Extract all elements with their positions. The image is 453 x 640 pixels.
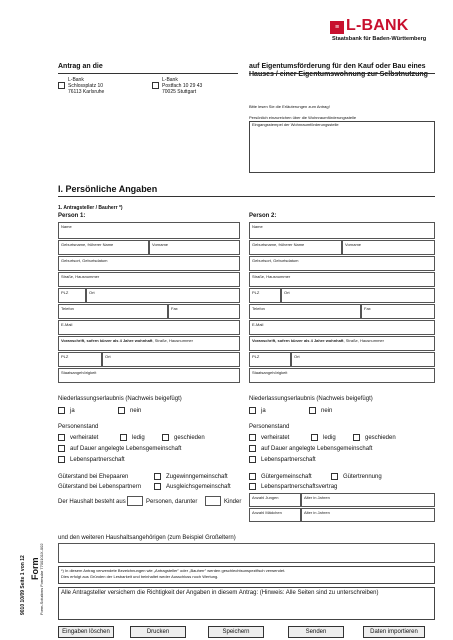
form-code: 9010 10/09 Seite 1 von 12 — [20, 555, 26, 615]
address-karlsruhe: L-Bank Schlossplatz 10 76113 Karlsruhe — [68, 77, 105, 95]
guetertrennung-checkbox[interactable] — [331, 473, 338, 480]
lebenspartnerschaftsvertrag-checkbox[interactable] — [249, 483, 256, 490]
daten-importieren-button[interactable]: Daten importieren — [363, 626, 425, 638]
p2-voranschrift-field[interactable]: Voranschrift, sofern kürzer als 4 Jahre wohnhaft, Straße, Hausnummer — [249, 336, 435, 351]
p1-personenstand-row1: verheiratet ledig geschieden — [58, 434, 205, 441]
speichern-button[interactable]: Speichern — [208, 626, 264, 638]
p1-voranschrift-field[interactable]: Voranschrift, sofern kürzer als 4 Jahre wohnhaft, Straße, Hausnummer — [58, 336, 240, 351]
p1-ort-field[interactable]: Ort — [86, 288, 240, 303]
p2-nieder-ja-checkbox[interactable] — [249, 407, 256, 414]
zugewinn-checkbox[interactable] — [154, 473, 161, 480]
p1-staat-field[interactable]: Staatsangehörigkeit — [58, 368, 240, 383]
p2-staat-field[interactable]: Staatsangehörigkeit — [249, 368, 435, 383]
p2-lebensgemeinschaft-checkbox[interactable] — [249, 445, 256, 452]
p2-telefon-field[interactable]: Telefon — [249, 304, 361, 319]
section-title: I. Persönliche Angaben — [58, 184, 158, 194]
p1-lebenspartnerschaft-row: Lebenspartnerschaft — [58, 456, 125, 463]
p1-geschieden-checkbox[interactable] — [162, 434, 169, 441]
p1-strasse-field[interactable]: Straße, Hausnummer — [58, 272, 240, 287]
p1-plz-field[interactable]: PLZ — [58, 288, 86, 303]
p1-vorans-ort-field[interactable]: Ort — [102, 352, 240, 367]
p1-telefon-field[interactable]: Telefon — [58, 304, 168, 319]
address-stuttgart: L-Bank Postfach 10 29 43 70025 Stuttgart — [162, 77, 203, 95]
p2-plz-field[interactable]: PLZ — [249, 288, 281, 303]
maedchen-alter-field[interactable]: Alter in Jahren — [301, 508, 435, 522]
subject-title: auf Eigentumsförderung für den Kauf oder Bau eines Hauses / einer Eigentumswohnung zur Selbstnutzung — [249, 63, 428, 79]
subject-note: Bitte lesen Sie die Erläuterungen zum Antrag! — [249, 104, 330, 109]
p2-ledig-checkbox[interactable] — [311, 434, 318, 441]
p2-name-field[interactable]: Name — [249, 222, 435, 239]
p1-name-field[interactable]: Name — [58, 222, 240, 239]
jungen-alter-field[interactable]: Alter in Jahren — [301, 493, 435, 507]
form-solutions-logo: Form — [30, 557, 40, 580]
stamp-label: Persönlich einzureichen über die Wohnraumförderungsstelle — [249, 115, 357, 120]
p2-fax-field[interactable]: Fax — [361, 304, 435, 319]
gueter-lpv-row: Lebenspartnerschaftsvertrag — [249, 483, 337, 490]
p2-personenstand-row1: verheiratet ledig geschieden — [249, 434, 396, 441]
p2-ort-field[interactable]: Ort — [281, 288, 435, 303]
p1-vorans-plz-field[interactable]: PLZ — [58, 352, 102, 367]
p2-geschieden-checkbox[interactable] — [353, 434, 360, 441]
p2-email-field[interactable]: E-Mail — [249, 320, 435, 335]
p2-strasse-field[interactable]: Straße, Hausnummer — [249, 272, 435, 287]
p1-nieder-options: ja nein — [58, 407, 141, 414]
form-sidebar — [18, 520, 48, 620]
p2-nieder-nein-checkbox[interactable] — [309, 407, 316, 414]
address-karlsruhe-checkbox[interactable] — [58, 82, 65, 89]
p1-lebensgemeinschaft-row: auf Dauer angelegte Lebensgemeinschaft — [58, 445, 181, 452]
p2-lebensgemeinschaft-row: auf Dauer angelegte Lebensgemeinschaft — [249, 445, 372, 452]
weitere-field[interactable] — [58, 543, 435, 563]
p2-lebenspartnerschaft-row: Lebenspartnerschaft — [249, 456, 316, 463]
p1-geburtsort-field[interactable]: Geburtsort, Geburtsdatum — [58, 256, 240, 271]
p2-nieder-label: Niederlassungserlaubnis (Nachweis beigefügt) — [249, 396, 373, 402]
confirm-text: Alle Antragsteller versichern die Richtigkeit der Angaben in diesem Antrag: (Hinweis: Alle Seiten sind zu unterschreiben) — [61, 590, 379, 596]
p2-lebenspartnerschaft-checkbox[interactable] — [249, 456, 256, 463]
personen-label: Personen, darunter — [146, 499, 198, 505]
p1-vorname-field[interactable]: Vorname — [149, 240, 240, 255]
p1-nieder-label: Niederlassungserlaubnis (Nachweis beigefügt) — [58, 396, 182, 402]
footnote-line1: *) In diesem Antrag verwendete Bezeichnungen wie „Antragsteller" oder „Bauherr" werden geschlechtsunspezifisch verwendet. — [61, 568, 286, 573]
p1-verheiratet-checkbox[interactable] — [58, 434, 65, 441]
senden-button[interactable]: Senden — [288, 626, 344, 638]
lbank-logo — [330, 17, 438, 52]
p1-nieder-ja-checkbox[interactable] — [58, 407, 65, 414]
p1-geburtsname-field[interactable]: Geburtsname, früherer Name — [58, 240, 149, 255]
guetergemeinschaft-checkbox[interactable] — [249, 473, 256, 480]
personen-count-field[interactable] — [127, 496, 143, 506]
address-option-stuttgart[interactable] — [152, 77, 159, 95]
person2-label: Person 2: — [249, 213, 277, 219]
p2-personenstand-label: Personenstand — [249, 424, 290, 430]
p1-lebensgemeinschaft-checkbox[interactable] — [58, 445, 65, 452]
p2-nieder-options: ja nein — [249, 407, 332, 414]
p1-ledig-checkbox[interactable] — [120, 434, 127, 441]
gueter-partner-row: Güterstand bei Lebenspartnern Ausgleichsgemeinschaft — [58, 483, 231, 490]
footnote-line2: Dies erfolgt aus Gründen der Lesbarkeit und beinhaltet weder Ausschluss noch Wertung. — [61, 574, 219, 579]
stamp-box-label: Eingangsstempel der Wohnraumförderungsstelle — [252, 122, 339, 127]
ausgleich-checkbox[interactable] — [154, 483, 161, 490]
p1-lebenspartnerschaft-checkbox[interactable] — [58, 456, 65, 463]
p2-vorans-plz-field[interactable]: PLZ — [249, 352, 291, 367]
logo-brand: L-BANK — [346, 17, 409, 34]
kinder-label: Kinder — [224, 499, 242, 505]
gueter-ehe-row: Güterstand bei Ehepaaren Zugewinngemeinschaft — [58, 473, 228, 480]
person1-label: Person 1: — [58, 213, 86, 219]
p1-fax-field[interactable]: Fax — [168, 304, 240, 319]
p1-personenstand-label: Personenstand — [58, 424, 99, 430]
stamp-box — [249, 121, 435, 173]
p1-email-field[interactable]: E-Mail — [58, 320, 240, 335]
kinder-count-field[interactable] — [205, 496, 221, 506]
p2-vorname-field[interactable]: Vorname — [342, 240, 435, 255]
p2-geburtsort-field[interactable]: Geburtsort, Geburtsdatum — [249, 256, 435, 271]
form-small-print: Form-Solutions Formular 7700101X-002 — [39, 543, 44, 615]
logo-mark-icon: ≡ — [330, 21, 344, 34]
eingaben-loeschen-button[interactable]: Eingaben löschen — [58, 626, 114, 638]
footnote-box — [58, 566, 435, 584]
logo-tagline: Staatsbank für Baden-Württemberg — [332, 36, 427, 42]
p2-vorans-ort-field[interactable]: Ort — [291, 352, 435, 367]
p2-verheiratet-checkbox[interactable] — [249, 434, 256, 441]
antrag-title: Antrag an die — [58, 63, 103, 70]
section-subtitle: 1. Antragsteller / Bauherr *) — [58, 205, 123, 211]
maedchen-field[interactable]: Anzahl Mädchen — [249, 508, 301, 522]
weitere-label: und den weiteren Haushaltsangehörigen (zum Beispiel Großeltern) — [58, 535, 236, 541]
jungen-field[interactable]: Anzahl Jungen — [249, 493, 301, 507]
confirm-box — [58, 587, 435, 620]
p1-nieder-nein-checkbox[interactable] — [118, 407, 125, 414]
address-stuttgart-checkbox[interactable] — [152, 82, 159, 89]
gueter-ehe2-row: Gütergemeinschaft Gütertrennung — [249, 473, 382, 480]
drucken-button[interactable]: Drucken — [130, 626, 186, 638]
address-option-karlsruhe[interactable] — [58, 77, 65, 95]
haushalt-text: Der Haushalt besteht aus — [58, 499, 126, 505]
p2-geburtsname-field[interactable]: Geburtsname, früherer Name — [249, 240, 342, 255]
